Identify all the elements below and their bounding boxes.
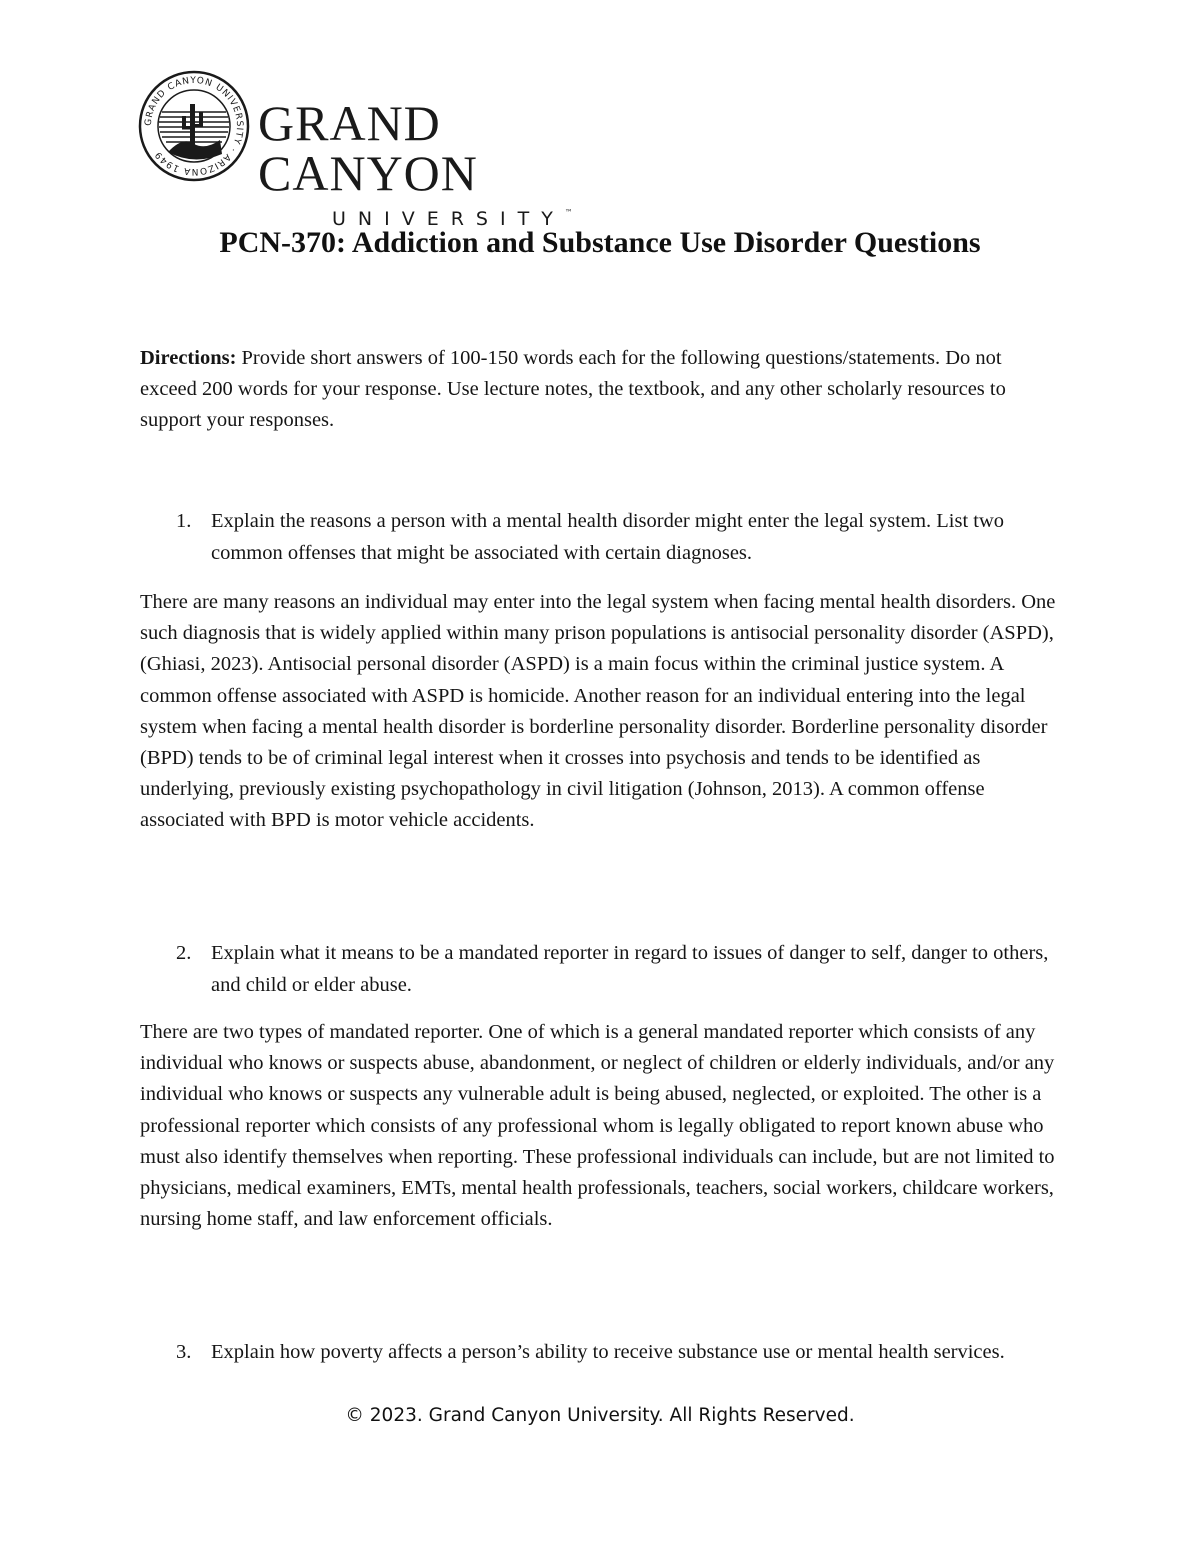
- copyright-footer: © 2023. Grand Canyon University. All Rights Reserved.: [345, 1405, 855, 1426]
- answer-2: There are two types of mandated reporter. One of which is a general mandated reporter which consists of any individual who knows or suspects abuse, abandonment, or neglect of children or elderly individuals, and/or any individual who knows or suspects any vulnerable adult is being abused, neglected, or exploited. The other is a professional reporter which consists of any professional whom is legally obligated to report known abuse who must also identify themselves when reporting. These professional individuals can include, but are not limited to physicians, medical examiners, EMTs, mental health professionals, teachers, social workers, childcare workers, nursing home staff, and law enforcement officials.: [140, 1021, 1055, 1231]
- question-3: [140, 1337, 1060, 1369]
- question-number: 3.: [176, 1341, 192, 1363]
- question-2: [140, 938, 1060, 1001]
- directions-label: Directions:: [140, 347, 237, 369]
- question-text: Explain the reasons a person with a mental health disorder might enter the legal system. List two common offenses that might be associated with certain diagnoses.: [211, 510, 1005, 564]
- trademark-mark: ™: [564, 208, 573, 217]
- question-text: Explain what it means to be a mandated reporter in regard to issues of danger to self, danger to others, and child or elder abuse.: [211, 942, 1049, 996]
- answer-1: There are many reasons an individual may enter into the legal system when facing mental health disorders. One such diagnosis that is widely applied within many prison populations is antisocial personality disorder (ASPD), (Ghiasi, 2023). Antisocial personal disorder (ASPD) is a main focus within the criminal justice system. A common offense associated with ASPD is homicide. Another reason for an individual entering into the legal system when facing a mental health disorder is borderline personality disorder. Borderline personality disorder (BPD) tends to be of criminal legal interest when it crosses into psychosis and tends to be identified as underlying, previously existing psychopathology in civil litigation (Johnson, 2013). A common offense associated with BPD is motor vehicle accidents.: [140, 591, 1056, 832]
- university-seal-icon: [138, 70, 250, 182]
- question-text: Explain how poverty affects a person’s ability to receive substance use or mental health services.: [211, 1341, 1005, 1363]
- question-1: [140, 506, 1060, 569]
- logo-university-text: UNIVERSITY: [332, 208, 565, 230]
- question-number: 1.: [176, 510, 192, 532]
- university-wordmark: [258, 95, 618, 230]
- directions-text: Provide short answers of 100-150 words each for the following questions/statements. Do not exceed 200 words for your response. Use lecture notes, the textbook, and any other scholarly resources to support your responses.: [140, 347, 1006, 432]
- university-logo: [138, 70, 618, 230]
- document-title: PCN-370: Addiction and Substance Use Disorder Questions: [219, 226, 981, 259]
- directions-paragraph: [140, 343, 1060, 437]
- question-number: 2.: [176, 942, 192, 964]
- logo-line-1: GRAND CANYON: [258, 95, 478, 201]
- svg-text:GRAND CANYON UNIVERSITY · ARIZ: GRAND CANYON UNIVERSITY · ARIZONA 1949: [143, 75, 245, 177]
